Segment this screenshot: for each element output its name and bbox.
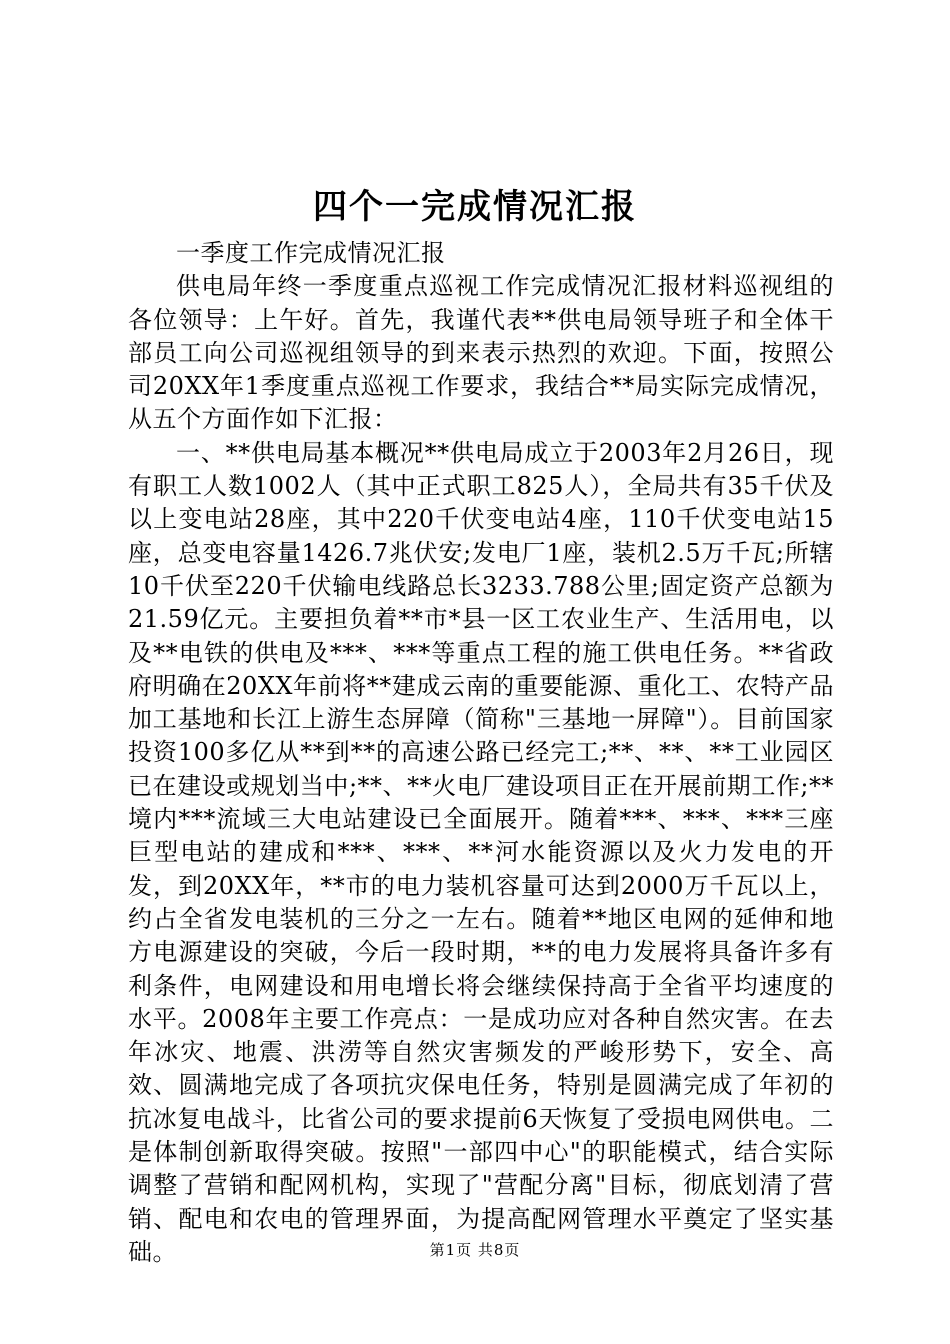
page-footer: 第1页 共8页 [429, 1241, 521, 1259]
intro-paragraph: 供电局年终一季度重点巡视工作完成情况汇报材料巡视组的各位领导：上午好。首先，我谨代表**供电局领导班子和全体干部员工向公司巡视组领导的到来表示热烈的欢迎。下面，按照公司20XX年1季度重点巡视工作要求，我结合**局实际完成情况，从五个方面作如下汇报： [128, 272, 834, 434]
overview-paragraph: 一、**供电局基本概况**供电局成立于2003年2月26日，现有职工人数1002人（其中正式职工825人），全局共有35千伏及以上变电站28座，其中220千伏变电站4座，110千伏变电站15座，总变电容量1426.7兆伏安;发电厂1座，装机2.5万千瓦;所辖10千伏至220千伏输电线路总长3233.788公里;固定资产总额为21.59亿元。主要担负着**市*县一区工农业生产、生活用电，以及**电铁的供电及***、***等重点工程的施工供电任务。**省政府明确在20XX年前将**建成云南的重要能源、重化工、农特产品加工基地和长江上游生态屏障（简称"三基地一屏障"）。目前国家投资100多亿从**到**的高速公路已经完工;**、**、**工业园区已在建设或规划当中;**、**火电厂建设项目正在开展前期工作;**境内***流域三大电站建设已全面展开。随着***、***、***三座巨型电站的建成和***、***、**河水能资源以及火力发电的开发，到20XX年，**市的电力装机容量可达到2000万千瓦以上，约占全省发电装机的三分之一左右。随着**地区电网的延伸和地方电源建设的突破，今后一段时期，**的电力发展将具备许多有利条件，电网建设和用电增长将会继续保持高于全省平均速度的水平。2008年主要工作亮点：一是成功应对各种自然灾害。在去年冰灾、地震、洪涝等自然灾害频发的严峻形势下，安全、高效、圆满地完成了各项抗灾保电任务，特别是圆满完成了年初的抗冰复电战斗，比省公司的要求提前6天恢复了受损电网供电。二是体制创新取得突破。按照"一部四中心"的职能模式，结合实际调整了营销和配网机构，实现了"营配分离"目标，彻底划清了营销、配电和农电的管理界面，为提高配网管理水平奠定了坚实基础。 [128, 438, 834, 1266]
document-title: 四个一完成情况汇报 [313, 187, 637, 227]
document-body [128, 237, 834, 1269]
section-subheading: 一季度工作完成情况汇报 [176, 239, 446, 267]
